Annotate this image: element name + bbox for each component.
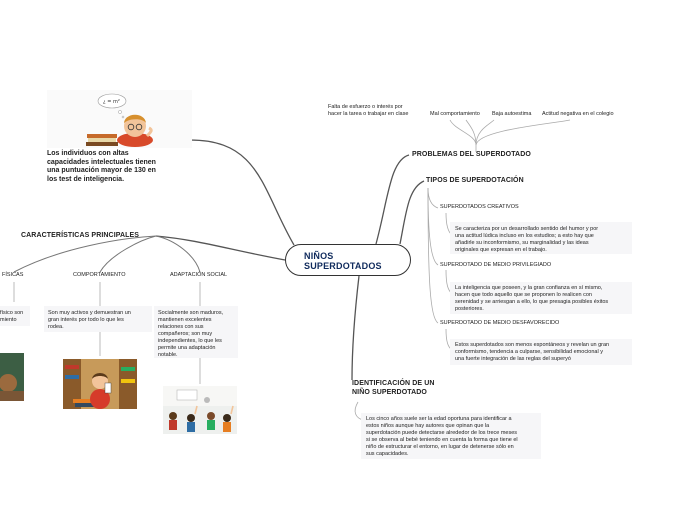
problem-item-2: Mal comportamiento [430,111,480,117]
central-topic[interactable] [285,244,411,276]
type-disadvantaged-label[interactable]: SUPERDOTADO DE MEDIO DESFAVORECIDO [440,320,560,326]
problem-item-4: Actitud negativa en el colegio [542,111,614,117]
identification-desc: Los cinco años suele ser la edad oportuna para identificar a estos niños aunque hay autores que opinan que la superdotación puede detectarse alrededor de los trece meses si se observa al bebé teniendo en cuenta la forma que tiene el niño de estructurar el entorno, en lugar de detenerse sólo en sus capacidades. [366,416,518,457]
char-behavior-desc: Son muy activos y demuestran un gran interés por todo lo que les rodea. [48,310,131,330]
type-privileged-label[interactable]: SUPERDOTADO DE MEDIO PRIVILEGIADO [440,262,552,268]
problem-item-1a: Falta de esfuerzo o interés por [328,104,403,110]
branch-problems [376,155,409,244]
char-behavior-label[interactable]: COMPORTAMIENTO [73,272,126,278]
active-child-image [63,359,137,409]
type-creative-label[interactable]: SUPERDOTADOS CREATIVOS [440,204,519,210]
branch-characteristics [156,236,285,260]
type-disadvantaged-desc: Estos superdotados son menos espontáneos y revelan un gran conformismo, tendencia a culparse, sensibilidad emocional y una fuerte integración de las reglas del superyó [455,342,610,362]
char-physical-desc: físico son miento [0,310,24,323]
branch-identification [352,276,359,380]
problem-item-3: Baja autoestima [492,111,532,117]
branch-types [400,181,424,244]
central-topic-line2: SUPERDOTADOS [304,261,382,271]
definition-text[interactable]: Los individuos con altas capacidades intelectuales tienen una puntuación mayor de 130 en los test de inteligencia. [47,150,156,183]
char-social-label[interactable]: ADAPTACIÓN SOCIAL [170,272,228,278]
problems-topic[interactable]: PROBLEMAS DEL SUPERDOTADO [412,151,531,158]
problem-item-1b: hacer la tarea o trabajar en clase [328,111,409,117]
identification-topic[interactable]: IDENTIFICACIÓN DE UN NIÑO SUPERDOTADO [352,380,435,396]
char-social-desc: Socialmente son maduros, mantienen excelentes relaciones con sus compañeros; son muy independientes, lo que les permite una adaptación notable. [158,310,224,358]
type-privileged-desc: La inteligencia que poseen, y la gran confianza en sí mismo, hacen que todo aquello que se proponen lo realicen con serenidad y se arriesgan a ello, lo que presagia posibles éxitos posteriores. [455,285,609,312]
classroom-image [163,386,237,434]
thinking-child-image [47,90,192,148]
characteristics-topic[interactable]: CARACTERÍSTICAS PRINCIPALES [21,232,140,239]
char-physical-label[interactable]: FÍSICAS [2,272,24,278]
type-creative-desc: Se caracteriza por un desarrollado sentido del humor y por una actitud lúdica incluso en los estudios; a esto hay que añadirle su inconformismo, su marginalidad y las ideas originales que expresan en el trabajo. [455,226,599,253]
physical-image [0,353,24,401]
thought-bubble-text: ¿ = m² [103,99,120,105]
branch-definition [190,140,294,245]
types-topic[interactable]: TIPOS DE SUPERDOTACIÓN [426,177,524,184]
central-topic-line1: NIÑOS [304,251,334,261]
